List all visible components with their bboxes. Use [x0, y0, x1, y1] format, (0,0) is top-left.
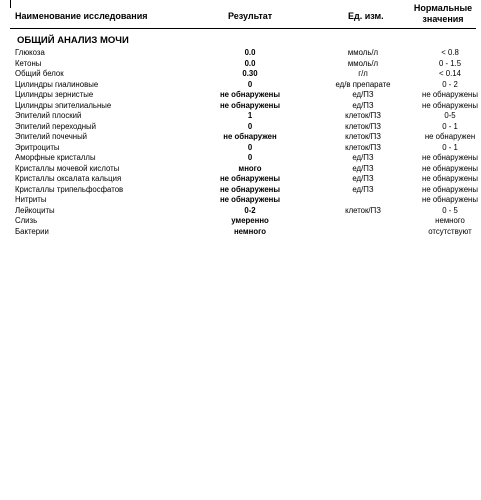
- table-row: [10, 195, 476, 206]
- test-result: 1: [247, 111, 253, 120]
- test-norm: не обнаружены: [422, 153, 478, 162]
- test-unit: ед/ПЗ: [352, 90, 374, 99]
- test-result: 0: [247, 121, 253, 131]
- test-result: 0.0: [244, 48, 256, 57]
- table-row: [10, 101, 476, 112]
- test-result: 0: [247, 153, 253, 162]
- test-norm: отсутствуют: [428, 226, 472, 236]
- header-norm-line1: Нормальные: [413, 3, 473, 13]
- table-row: [10, 122, 476, 133]
- test-norm: не обнаружены: [422, 100, 478, 110]
- table-row: [10, 216, 476, 227]
- test-name: Кетоны: [15, 58, 42, 68]
- test-name: Кристаллы мочевой кислоты: [15, 163, 120, 173]
- test-name: Лейкоциты: [15, 205, 55, 215]
- test-name: Общий белок: [15, 69, 64, 78]
- test-norm: немного: [435, 216, 465, 225]
- table-row: [10, 80, 476, 91]
- test-result: 0: [247, 79, 253, 89]
- table-row: [10, 111, 476, 122]
- test-result: не обнаружены: [219, 90, 281, 99]
- test-result: не обнаружены: [219, 174, 281, 183]
- table-row: [10, 90, 476, 101]
- test-norm: не обнаружены: [422, 195, 478, 204]
- test-result: не обнаружен: [223, 132, 277, 141]
- test-unit: ммоль/л: [347, 48, 379, 57]
- table-row: [10, 69, 476, 80]
- test-unit: ед/ПЗ: [352, 174, 374, 183]
- table-row: [10, 132, 476, 143]
- section-title: ОБЩИЙ АНАЛИЗ МОЧИ: [17, 35, 129, 46]
- test-result: 0.30: [242, 69, 258, 78]
- test-result: не обнаружены: [219, 195, 281, 204]
- test-unit: ед/ПЗ: [352, 163, 374, 173]
- test-result: немного: [233, 226, 267, 236]
- table-header: [10, 0, 476, 29]
- test-unit: клеток/ПЗ: [345, 111, 381, 120]
- header-name: Наименование исследования: [15, 11, 148, 21]
- test-name: Цилиндры эпителиальные: [15, 100, 112, 110]
- test-unit: клеток/ПЗ: [345, 121, 381, 131]
- test-norm: не обнаружены: [422, 174, 478, 183]
- test-unit: ммоль/л: [347, 58, 379, 68]
- test-norm: не обнаружены: [422, 184, 478, 194]
- test-unit: ед/ПЗ: [352, 184, 374, 194]
- test-norm: 0 - 1.5: [438, 58, 462, 68]
- table-row: [10, 153, 476, 164]
- test-name: Бактерии: [15, 226, 49, 236]
- test-norm: 0 - 1: [442, 142, 458, 152]
- test-norm: не обнаружен: [424, 132, 476, 141]
- test-norm: не обнаружены: [422, 90, 478, 99]
- test-name: Эритроциты: [15, 142, 60, 152]
- test-norm: < 0.14: [439, 69, 461, 78]
- table-row: [10, 164, 476, 175]
- test-unit: клеток/ПЗ: [345, 132, 381, 141]
- table-row: [10, 185, 476, 196]
- test-name: Эпителий переходный: [15, 121, 97, 131]
- header-norm: [410, 3, 476, 25]
- test-norm: 0 - 5: [442, 205, 458, 215]
- test-result: 0-2: [244, 205, 256, 215]
- test-name: Цилиндры гиалиновые: [15, 79, 99, 89]
- test-norm: 0-5: [444, 111, 456, 120]
- test-name: Кристаллы оксалата кальция: [15, 174, 122, 183]
- test-norm: < 0.8: [441, 48, 459, 57]
- test-name: Кристаллы трипельфосфатов: [15, 184, 124, 194]
- test-result: много: [238, 163, 262, 173]
- test-norm: 0 - 2: [442, 79, 458, 89]
- test-name: Слизь: [15, 216, 38, 225]
- test-unit: ед/ПЗ: [352, 100, 374, 110]
- test-unit: ед/ПЗ: [352, 153, 374, 162]
- test-unit: клеток/ПЗ: [345, 142, 381, 152]
- test-result: 0.0: [244, 58, 256, 68]
- table-row: [10, 227, 476, 238]
- table-row: [10, 174, 476, 185]
- test-result: 0: [247, 142, 253, 152]
- test-unit: ед/в препарате: [335, 79, 391, 89]
- test-name: Аморфные кристаллы: [15, 153, 96, 162]
- test-name: Эпителий почечный: [15, 132, 88, 141]
- test-result: не обнаружены: [219, 100, 281, 110]
- header-unit: Ед. изм.: [348, 11, 384, 21]
- header-norm-line2: значения: [422, 14, 464, 24]
- results-table: [10, 48, 476, 237]
- test-name: Глюкоза: [15, 48, 45, 57]
- test-name: Эпителий плоский: [15, 111, 82, 120]
- table-row: [10, 48, 476, 59]
- test-name: Цилиндры зернистые: [15, 90, 94, 99]
- test-unit: клеток/ПЗ: [345, 205, 381, 215]
- test-result: не обнаружены: [219, 184, 281, 194]
- test-norm: 0 - 1: [442, 121, 458, 131]
- test-unit: г/л: [358, 69, 368, 78]
- test-name: Нитриты: [15, 195, 47, 204]
- test-result: умеренно: [231, 216, 269, 225]
- header-result: Результат: [228, 11, 273, 21]
- table-row: [10, 206, 476, 217]
- table-row: [10, 59, 476, 70]
- table-row: [10, 143, 476, 154]
- test-norm: не обнаружены: [422, 163, 478, 173]
